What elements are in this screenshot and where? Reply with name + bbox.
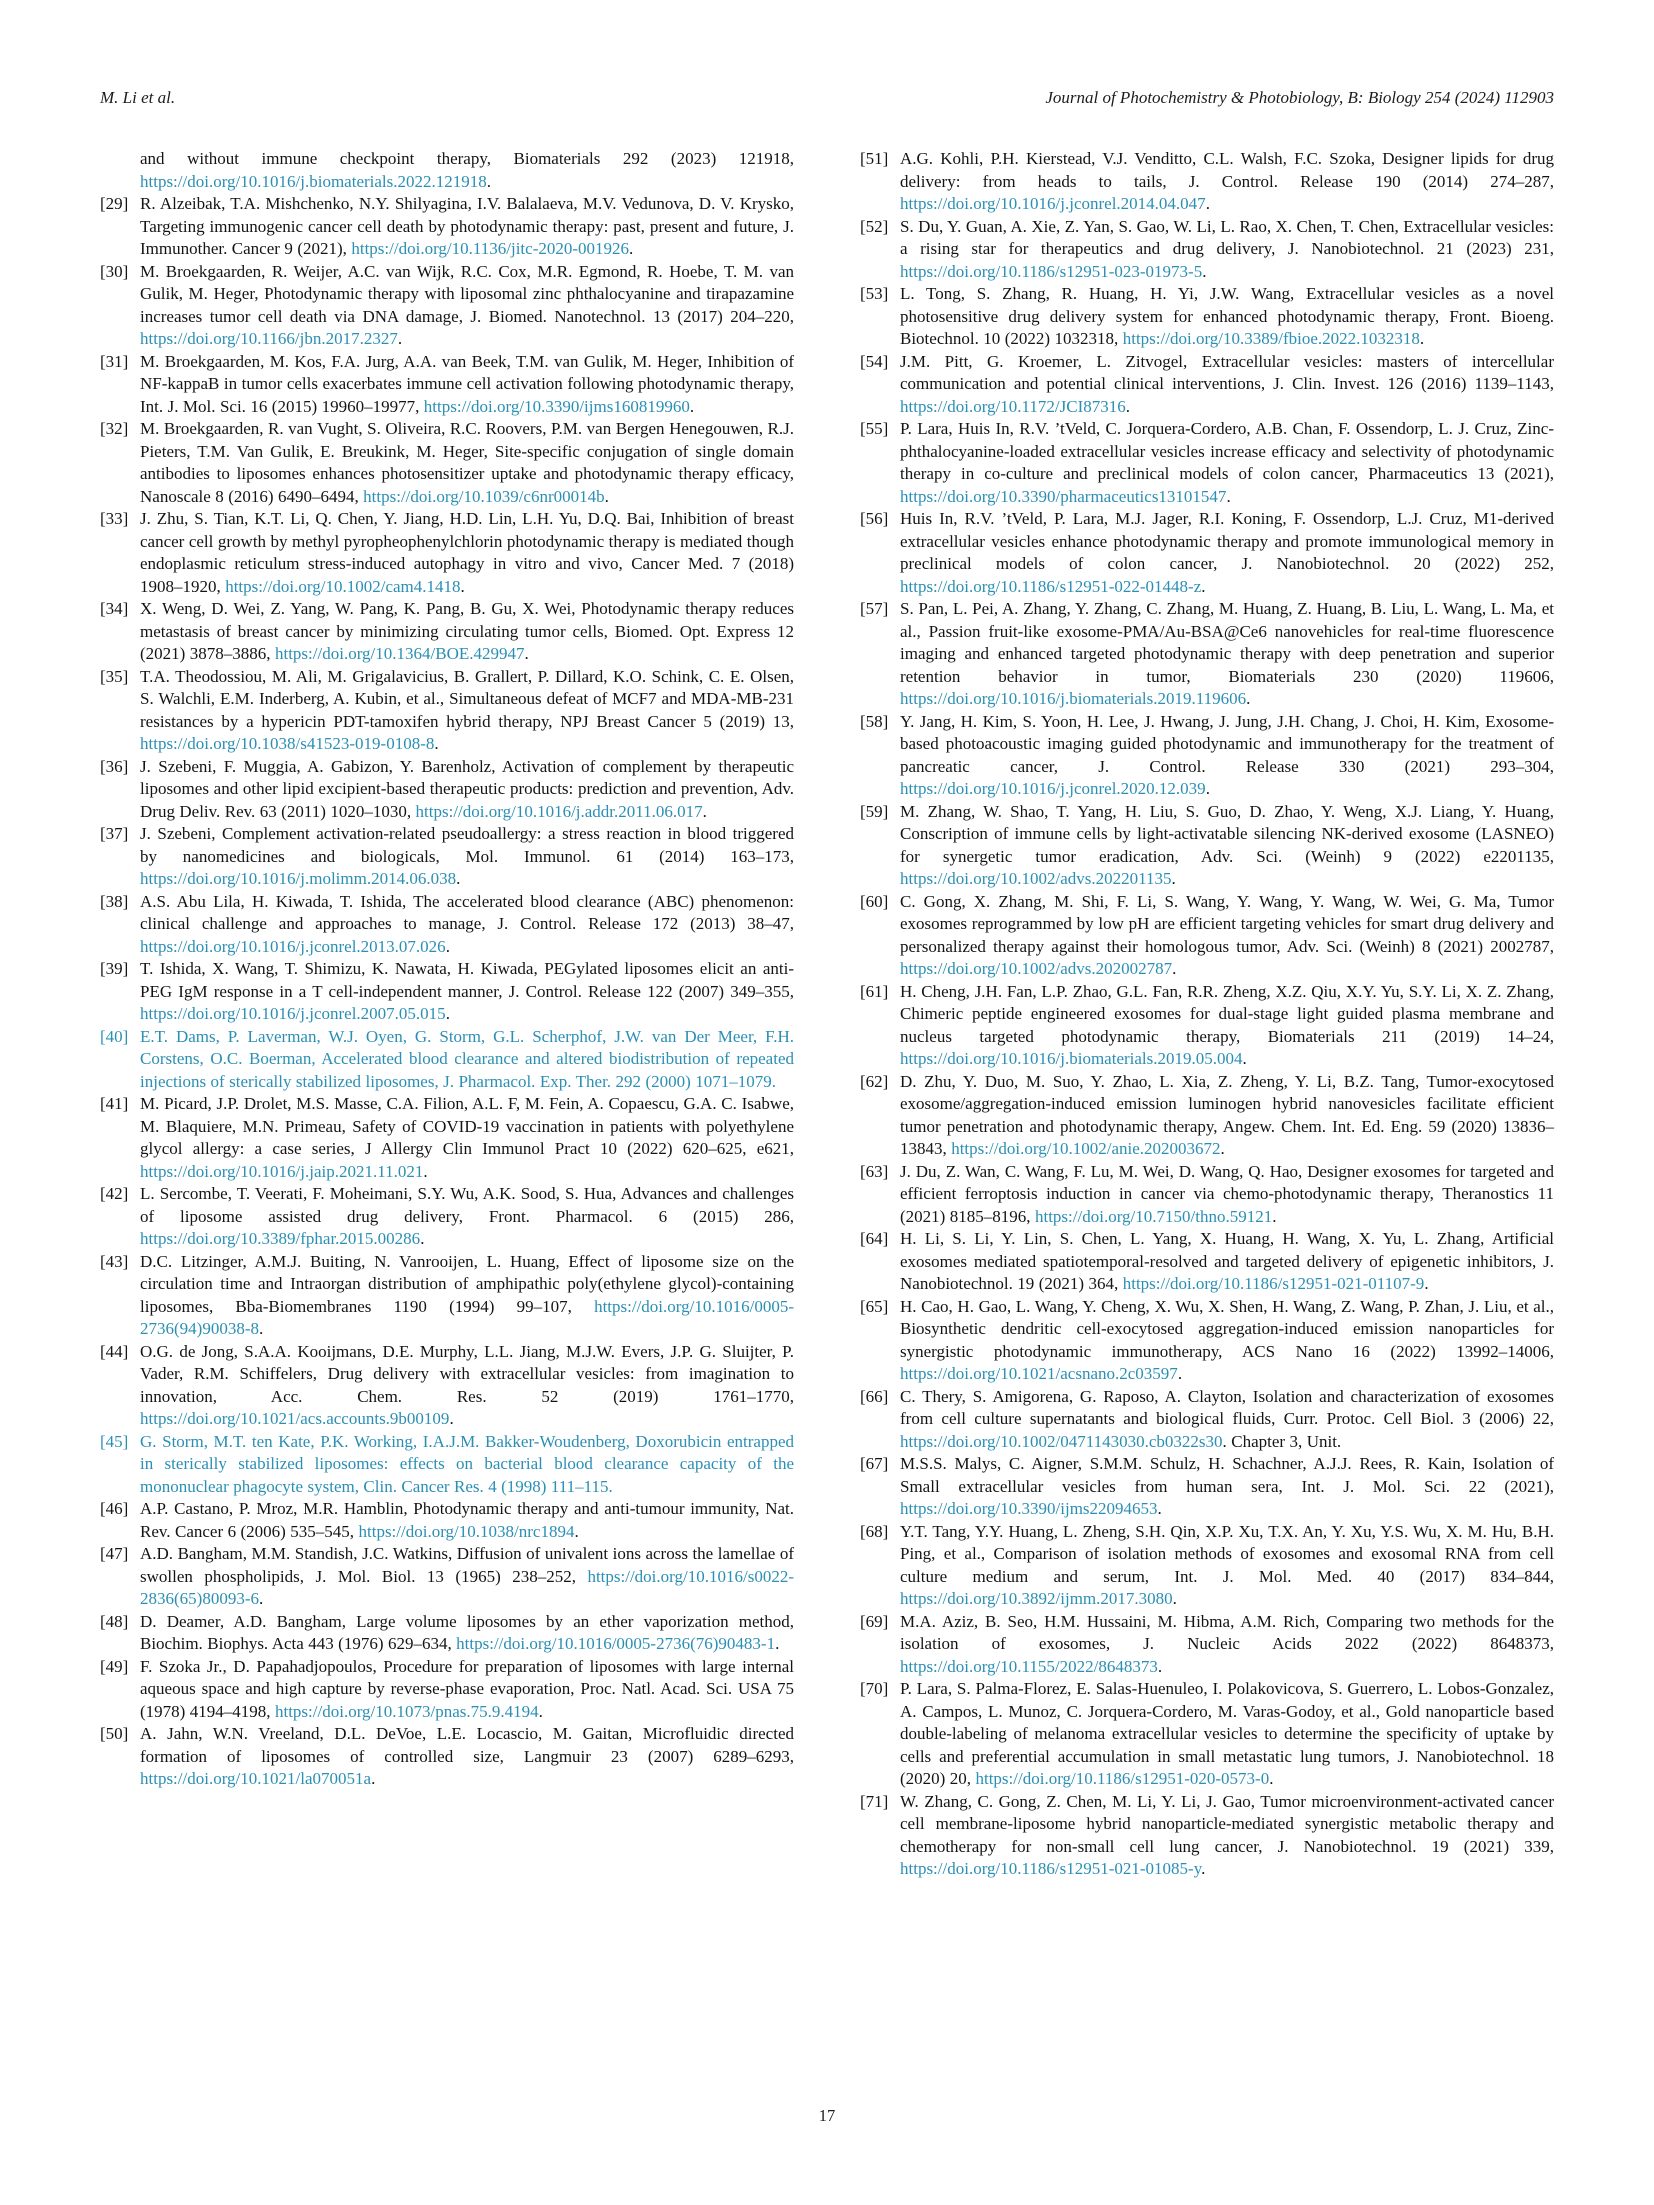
citation-text: H. Cao, H. Gao, L. Wang, Y. Cheng, X. Wu, X. Shen, H. Wang, Z. Wang, P. Zhan, J. Liu, et al., Biosynthetic dendritic cell-exocytosed aggregation-induced emission nanoparticles for synergistic photodynamic immunotherapy, ACS Nano 16 (2022) 13992–14006, (900, 1296, 1554, 1361)
reference-number: [69] (860, 1611, 889, 1631)
citation-text: H. Cheng, J.H. Fan, L.P. Zhao, G.L. Fan, R.R. Zheng, X.Z. Qiu, X.Y. Yu, S.Y. Li, X. Z. Zhang, Chimeric peptide engineered exosomes for dual-stage light guided plasma membrane and nucleus targeted photodynamic therapy, Biomaterials 211 (2019) 14–24, (900, 981, 1554, 1046)
reference-item (100, 598, 794, 666)
citation-text: J. Du, Z. Wan, C. Wang, F. Lu, M. Wei, D. Wang, Q. Hao, Designer exosomes for targeted and efficient ferroptosis induction in cancer via chemo-photodynamic therapy, Theranostics 11 (2021) 8185–8196, (900, 1161, 1554, 1226)
reference-text (140, 666, 794, 756)
reference-number: [35] (100, 666, 129, 686)
reference-item (860, 1386, 1554, 1454)
citation-text: E.T. Dams, P. Laverman, W.J. Oyen, G. Storm, G.L. Scherphof, J.W. van Der Meer, F.H. Corstens, O.C. Boerman, Accelerated blood clearance and altered biodistribution of repeated injections of sterically stabilized liposomes, J. Pharmacol. Exp. Ther. 292 (2000) 1071–1079. (140, 1026, 794, 1091)
reference-text (900, 891, 1554, 981)
reference-number: [59] (860, 801, 889, 821)
reference-text (900, 148, 1554, 216)
doi-link[interactable]: https://doi.org/10.3390/pharmaceutics13101547 (900, 486, 1227, 506)
reference-item (100, 193, 794, 261)
reference-text (900, 1453, 1554, 1521)
reference-text (140, 756, 794, 824)
citation-text: T. Ishida, X. Wang, T. Shimizu, K. Nawata, H. Kiwada, PEGylated liposomes elicit an anti-PEG IgM response in a T cell-independent manner, J. Control. Release 122 (2007) 349–355, (140, 959, 794, 1001)
citation-text: A.P. Castano, P. Mroz, M.R. Hamblin, Photodynamic therapy and anti-tumour immunity, Nat. Rev. Cancer 6 (2006) 535–545, (140, 1499, 794, 1541)
reference-text (900, 1296, 1554, 1386)
citation-text: . (1272, 1206, 1277, 1226)
citation-text: . (1171, 869, 1176, 888)
page-footer (0, 2106, 1654, 2126)
citation-text: . (1172, 1589, 1177, 1608)
citation-text: . Chapter 3, Unit. (1222, 1431, 1342, 1451)
citation-text: . (456, 869, 461, 888)
reference-item (860, 801, 1554, 891)
reference-text (140, 1341, 794, 1431)
reference-item (860, 598, 1554, 711)
reference-item (100, 756, 794, 824)
doi-link[interactable]: https://doi.org/10.1002/advs.202002787 (900, 959, 1173, 978)
reference-item (860, 1611, 1554, 1679)
reference-number: [68] (860, 1521, 889, 1541)
citation-text: . (1220, 1139, 1225, 1158)
reference-item (100, 1656, 794, 1724)
reference-text (900, 418, 1554, 508)
reference-number: [38] (100, 891, 129, 911)
citation-text: M. Broekgaarden, M. Kos, F.A. Jurg, A.A. van Beek, T.M. van Gulik, M. Heger, Inhibition of NF-kappaB in tumor cells exacerbates immune cell activation following photodynamic therapy, Int. J. Mol. Sci. 16 (2015) 19960–19977, (140, 351, 794, 416)
reference-text (900, 981, 1554, 1071)
reference-text (140, 193, 794, 261)
reference-number: [39] (100, 959, 129, 978)
doi-link[interactable]: https://doi.org/10.1172/JCI87316 (900, 396, 1126, 416)
citation-text: . (702, 801, 707, 821)
citation-text: J.M. Pitt, G. Kroemer, L. Zitvogel, Extracellular vesicles: masters of intercellular communication and potential clinical interventions, J. Clin. Invest. 126 (2016) 1139–1143, (900, 351, 1554, 393)
reference-item (100, 1723, 794, 1791)
citation-text: M. Broekgaarden, R. van Vught, S. Oliveira, R.C. Roovers, P.M. van Bergen Henegouwen, R.J. Pieters, T.M. Van Gulik, E. Breukink, M. Heger, Site-specific conjugation of single domain antibodies to liposomes enhances photosensitizer uptake and photodynamic therapy efficacy, Nanoscale 8 (2016) 6490–6494, (140, 419, 794, 506)
reference-item (100, 148, 794, 193)
reference-number: [71] (860, 1791, 889, 1811)
reference-text (900, 508, 1554, 598)
reference-number: [67] (860, 1454, 889, 1473)
citation-text: C. Gong, X. Zhang, M. Shi, F. Li, S. Wang, Y. Wang, Y. Wang, W. Wei, G. Ma, Tumor exosomes reprogrammed by low pH are efficient targeting vehicles for smart drug delivery and personalized therapy against their homologous tumor, Adv. Sci. (Weinh) 8 (2021) 2002787, (900, 891, 1554, 956)
citation-text: . (1201, 1859, 1206, 1878)
citation-text: J. Szebeni, F. Muggia, A. Gabizon, Y. Barenholz, Activation of complement by therapeutic liposomes and other lipid excipient-based therapeutic products: prediction and prevention, Adv. Drug Deliv. Rev. 63 (2011) 1020–1030, (140, 756, 794, 821)
reference-text (140, 1723, 794, 1791)
reference-item (100, 351, 794, 419)
reference-text (140, 1026, 794, 1094)
reference-number: [30] (100, 261, 129, 281)
citation-text: . (397, 329, 403, 348)
reference-text (900, 598, 1554, 711)
reference-item (860, 711, 1554, 801)
reference-number: [52] (860, 216, 889, 236)
reference-number: [41] (100, 1094, 129, 1113)
reference-item (100, 1611, 794, 1656)
reference-item (100, 1498, 794, 1543)
reference-item (100, 823, 794, 891)
citation-text: T.A. Theodossiou, M. Ali, M. Grigalavicius, B. Grallert, P. Dillard, K.O. Schink, C. E. Olsen, S. Walchli, E.M. Inderberg, A. Kubin, et al., Simultaneous defeat of MCF7 and MDA-MB-231 resistances by a hypericin PDT-tamoxifen hybrid therapy, NPJ Breast Cancer 5 (2019) 13, (140, 666, 794, 731)
reference-item (860, 1071, 1554, 1161)
doi-link[interactable]: https://doi.org/10.1002/cam4.1418 (225, 576, 461, 596)
citation-text: S. Du, Y. Guan, A. Xie, Z. Yan, S. Gao, W. Li, L. Rao, X. Chen, T. Chen, Extracellular vesicles: a rising star for therapeutics and drug delivery, J. Nanobiotechnol. 21 (2023) 231, (900, 216, 1554, 258)
doi-link[interactable]: https://doi.org/10.1016/j.biomaterials.2022.121918 (140, 171, 487, 191)
doi-link[interactable]: https://doi.org/10.1016/j.jconrel.2020.12.039 (900, 779, 1206, 798)
reference-text (140, 261, 794, 351)
reference-text (900, 283, 1554, 351)
reference-number (100, 148, 140, 193)
doi-link[interactable]: https://doi.org/10.1016/s0022-2836(65)80093-6 (140, 1566, 794, 1608)
reference-item (100, 508, 794, 598)
reference-number: [53] (860, 284, 889, 303)
doi-link[interactable]: https://doi.org/10.1364/BOE.429947 (274, 644, 525, 663)
doi-link[interactable]: https://doi.org/10.1021/la070051a (140, 1769, 372, 1788)
reference-text (140, 1251, 794, 1341)
reference-item (860, 1791, 1554, 1881)
citation-text: A.G. Kohli, P.H. Kierstead, V.J. Venditto, C.L. Walsh, F.C. Szoka, Designer lipids for drug delivery: from heads to tails, J. Control. Release 190 (2014) 274–287, (900, 149, 1554, 191)
reference-item (860, 1296, 1554, 1386)
reference-text (140, 508, 794, 598)
reference-item (100, 891, 794, 959)
reference-number: [62] (860, 1071, 889, 1091)
doi-link[interactable]: https://doi.org/10.1016/j.biomaterials.2019.119606 (900, 689, 1247, 708)
citation-text: G. Storm, M.T. ten Kate, P.K. Working, I.A.J.M. Bakker-Woudenberg, Doxorubicin entrapped in sterically stabilized liposomes: effects on bacterial blood clearance capacity of the mononuclear phagocyte system, Clin. Cancer Res. 4 (1998) 111–115. (140, 1431, 794, 1496)
citation-text: . (449, 1409, 454, 1428)
reference-number: [32] (100, 419, 129, 438)
citation-text: . (434, 734, 439, 753)
doi-link[interactable]: https://doi.org/10.1016/0005-2736(76)90483-1 (456, 1634, 776, 1653)
references-column-right (860, 148, 1554, 1881)
reference-number: [36] (100, 756, 129, 776)
reference-number: [40] (100, 1026, 129, 1046)
reference-item (100, 666, 794, 756)
citation-text: A. Jahn, W.N. Vreeland, D.L. DeVoe, L.E. Locascio, M. Gaitan, Microfluidic directed formation of liposomes of controlled size, Langmuir 23 (2007) 6289–6293, (140, 1724, 794, 1766)
reference-text (140, 148, 794, 193)
citation-text: D. Zhu, Y. Duo, M. Suo, Y. Zhao, L. Xia, Z. Zheng, Y. Li, B.Z. Tang, Tumor-exocytosed exosome/aggregation-induced emission luminogen hybrid nanovesicles facilitate efficient tumor penetration and photodynamic therapy, Angew. Chem. Int. Ed. Eng. 59 (2020) 13836–13843, (900, 1071, 1554, 1158)
reference-number: [48] (100, 1611, 129, 1631)
reference-number: [57] (860, 599, 889, 618)
reference-number: [56] (860, 509, 889, 528)
doi-link[interactable]: https://doi.org/10.1038/s41523-019-0108-8 (140, 734, 435, 753)
doi-link[interactable]: https://doi.org/10.1002/advs.202201135 (900, 869, 1172, 888)
reference-text (900, 1611, 1554, 1679)
doi-link[interactable]: https://doi.org/10.1136/jitc-2020-001926 (351, 239, 630, 258)
citation-text: . (486, 171, 492, 191)
citation-text: F. Szoka Jr., D. Papahadjopoulos, Procedure for preparation of liposomes with large internal aqueous space and high capture by reverse-phase evaporation, Proc. Natl. Acad. Sci. USA 75 (1978) 4194–4198, (140, 1656, 794, 1721)
citation-text: . (460, 576, 465, 596)
reference-item (100, 1431, 794, 1499)
doi-link[interactable]: https://doi.org/10.3892/ijmm.2017.3080 (900, 1589, 1173, 1608)
reference-item (100, 418, 794, 508)
citation-text: M. Zhang, W. Shao, T. Yang, H. Liu, S. Guo, D. Zhao, Y. Weng, X.J. Liang, Y. Huang, Conscription of immune cells by light-activatable silencing NK-derived exosome (LASNEO) for synergetic tumor eradication, Adv. Sci. (Weinh) 9 (2022) e2201135, (900, 801, 1554, 866)
reference-item (860, 1678, 1554, 1791)
citation-text: M. Picard, J.P. Drolet, M.S. Masse, C.A. Filion, A.L. F, M. Fein, A. Copaescu, G.A. C. Isabwe, M. Blaquiere, M.N. Primeau, Safety of COVID-19 vaccination in patients with polyethylene glycol allergy: a case series, J Allergy Clin Immunol Pract 10 (2022) 620–625, e621, (140, 1094, 794, 1158)
reference-number: [50] (100, 1724, 129, 1743)
citation-text: . (604, 486, 609, 506)
citation-text: . (538, 1701, 543, 1721)
citation-text: X. Weng, D. Wei, Z. Yang, W. Pang, K. Pang, B. Gu, X. Wei, Photodynamic therapy reduces metastasis of breast cancer by minimizing circulating tumor cells, Biomed. Opt. Express 12 (2021) 3878–3886, (140, 599, 794, 663)
reference-item (100, 1093, 794, 1183)
citation-text: R. Alzeibak, T.A. Mishchenko, N.Y. Shilyagina, I.V. Balalaeva, M.V. Vedunova, D. V. Krysko, Targeting immunogenic cancer cell death by photodynamic therapy: past, present and future, J. Immunother. Cancer 9 (2021), (140, 194, 794, 258)
reference-number: [51] (860, 149, 889, 168)
reference-number: [43] (100, 1251, 129, 1271)
reference-text (900, 1228, 1554, 1296)
doi-link[interactable]: https://doi.org/10.1186/s12951-023-01973-5 (900, 261, 1203, 281)
citation-text: . (1201, 576, 1206, 596)
reference-number: [42] (100, 1184, 129, 1203)
doi-link[interactable]: https://doi.org/10.1016/j.molimm.2014.06.038 (140, 869, 457, 888)
citation-text: L. Sercombe, T. Veerati, F. Moheimani, S.Y. Wu, A.K. Sood, S. Hua, Advances and challenges of liposome assisted drug delivery, Front. Pharmacol. 6 (2015) 286, (140, 1184, 794, 1226)
reference-text (140, 351, 794, 419)
citation-text: W. Zhang, C. Gong, Z. Chen, M. Li, Y. Li, J. Gao, Tumor microenvironment-activated cancer cell membrane-liposome hybrid nanoparticle-mediated synergistic metabolic therapy and chemotherapy for non-small cell lung cancer, J. Nanobiotechnol. 19 (2021) 339, (900, 1791, 1554, 1856)
doi-link[interactable]: https://doi.org/10.1002/0471143030.cb0322s30 (900, 1431, 1223, 1451)
reference-number: [63] (860, 1161, 889, 1181)
reference-item (860, 283, 1554, 351)
doi-link[interactable]: https://doi.org/10.3390/ijms22094653 (900, 1499, 1158, 1518)
reference-item (860, 1453, 1554, 1521)
page-number: 17 (818, 2106, 836, 2125)
citation-text: . (1172, 959, 1177, 978)
citation-text: J. Zhu, S. Tian, K.T. Li, Q. Chen, Y. Jiang, H.D. Lin, L.H. Yu, D.Q. Bai, Inhibition of breast cancer cell growth by methyl pyropheophenylchlorin photodynamic therapy is mediated though endoplasmic reticulum stress-induced autophagy in vitro and vivo, Cancer Med. 7 (2018) 1908–1920, (140, 509, 794, 596)
doi-link[interactable]: https://doi.org/10.3390/ijms160819960 (423, 396, 690, 416)
doi-link[interactable]: https://doi.org/10.1016/j.jconrel.2007.05.015 (140, 1004, 446, 1023)
doi-link[interactable]: https://doi.org/10.1038/nrc1894 (358, 1521, 575, 1541)
doi-link[interactable]: https://doi.org/10.1016/0005-2736(94)90038-8 (140, 1296, 794, 1338)
reference-number: [55] (860, 419, 889, 438)
reference-number: [31] (100, 351, 129, 371)
doi-link[interactable]: https://doi.org/10.1039/c6nr00014b (363, 486, 605, 506)
citation-text: Y.T. Tang, Y.Y. Huang, L. Zheng, S.H. Qin, X.P. Xu, T.X. An, Y. Xu, Y.S. Wu, X. M. Hu, B.H. Ping, et al., Comparison of isolation methods of exosomes and exosomal RNA from cell culture medium and serum, Int. J. Mol. Med. 40 (2017) 834–844, (900, 1521, 1554, 1586)
citation-text: H. Li, S. Li, Y. Lin, S. Chen, L. Yang, X. Huang, H. Wang, X. Yu, L. Zhang, Artificial exosomes mediated spatiotemporal-resolved and targeted delivery of epigenetic inhibitors, J. Nanobiotechnol. 19 (2021) 364, (900, 1229, 1554, 1293)
reference-item (100, 1026, 794, 1094)
citation-text: L. Tong, S. Zhang, R. Huang, H. Yi, J.W. Wang, Extracellular vesicles as a novel photosensitive drug delivery system for enhanced photodynamic therapy, Front. Bioeng. Biotechnol. 10 (2022) 1032318, (900, 284, 1554, 348)
reference-number: [58] (860, 711, 889, 731)
reference-text (140, 1498, 794, 1543)
reference-item (860, 1161, 1554, 1229)
doi-link[interactable]: https://doi.org/10.3389/fphar.2015.00286 (140, 1229, 421, 1248)
reference-item (860, 891, 1554, 981)
reference-item (860, 981, 1554, 1071)
citation-text: . (1246, 689, 1251, 708)
reference-item (860, 148, 1554, 216)
citation-text: A.D. Bangham, M.M. Standish, J.C. Watkins, Diffusion of univalent ions across the lamellae of swollen phospholipids, J. Mol. Biol. 13 (1965) 238–252, (140, 1544, 794, 1586)
doi-link[interactable]: https://doi.org/10.1016/j.addr.2011.06.017 (415, 801, 703, 821)
reference-number: [29] (100, 194, 129, 213)
reference-text (140, 418, 794, 508)
doi-link[interactable]: https://doi.org/10.1016/j.jaip.2021.11.021 (140, 1161, 424, 1181)
doi-link[interactable]: https://doi.org/10.1186/s12951-022-01448-z (900, 576, 1202, 596)
citation-text: . (423, 1161, 428, 1181)
reference-text (140, 1543, 794, 1611)
page-header (100, 88, 1554, 108)
reference-item (860, 1521, 1554, 1611)
reference-text (900, 1791, 1554, 1881)
reference-number: [54] (860, 351, 889, 371)
reference-text (140, 958, 794, 1026)
reference-text (140, 1611, 794, 1656)
running-head-journal: Journal of Photochemistry & Photobiology, B: Biology 254 (2024) 112903 (1045, 88, 1554, 107)
reference-item (860, 351, 1554, 419)
citation-text: . (689, 396, 695, 416)
reference-number: [61] (860, 981, 889, 1001)
reference-text (140, 598, 794, 666)
reference-item (100, 1251, 794, 1341)
reference-number: [33] (100, 509, 129, 528)
reference-number: [34] (100, 599, 129, 618)
reference-text (140, 823, 794, 891)
citation-text: . (1424, 1274, 1429, 1293)
doi-link[interactable]: https://doi.org/10.1016/j.jconrel.2013.07.026 (140, 936, 446, 956)
reference-text (140, 1183, 794, 1251)
citation-text: D. Deamer, A.D. Bangham, Large volume liposomes by an ether vaporization method, Biochim. Biophys. Acta 443 (1976) 629–634, (140, 1611, 794, 1653)
citation-text: M.S.S. Malys, C. Aigner, S.M.M. Schulz, H. Schachner, A.J.J. Rees, R. Kain, Isolation of Small extracellular vesicles from human sera, Int. J. Mol. Sci. 22 (2021), (900, 1454, 1554, 1496)
reference-number: [65] (860, 1296, 889, 1316)
citation-text: . (574, 1521, 579, 1541)
reference-number: [70] (860, 1679, 889, 1698)
reference-text (900, 216, 1554, 284)
citation-text: J. Szebeni, Complement activation-related pseudoallergy: a stress reaction in blood triggered by nanomedicines and biologicals, Mol. Immunol. 61 (2014) 163–173, (140, 824, 794, 866)
citation-text: S. Pan, L. Pei, A. Zhang, Y. Zhang, C. Zhang, M. Huang, Z. Huang, B. Liu, L. Wang, L. Ma, et al., Passion fruit-like exosome-PMA/Au-BSA@Ce6 nanovehicles for real-time fluorescence imaging and enhanced targeted photodynamic therapy with deep penetration and superior retention behavior in tumor, Biomaterials 230 (2020) 119606, (900, 599, 1554, 686)
citation-text: . (524, 644, 529, 663)
citation-text: P. Lara, S. Palma-Florez, E. Salas-Huenuleo, I. Polakovicova, S. Guerrero, L. Lobos-Gonzalez, A. Campos, L. Munoz, C. Jorquera-Cordero, M. Varas-Godoy, et al., Gold nanoparticle based double-labeling of melanoma extracellular vesicles to determine the specificity of uptake by cells and preferential accumulation in small metastatic lung tumors, J. Nanobiotechnol. 18 (2020) 20, (900, 1679, 1554, 1788)
citation-text: . (1419, 329, 1425, 348)
citation-text: . (1226, 486, 1231, 506)
reference-number: [46] (100, 1499, 129, 1518)
citation-text: . (1157, 1656, 1163, 1676)
reference-text (900, 1071, 1554, 1161)
reference-text (140, 1093, 794, 1183)
doi-link[interactable]: https://doi.org/10.1186/s12951-020-0573-0 (975, 1769, 1270, 1788)
doi-link[interactable]: https://doi.org/10.1155/2022/8648373 (900, 1656, 1158, 1676)
doi-link[interactable]: https://doi.org/10.1021/acs.accounts.9b00109 (140, 1409, 450, 1428)
reference-columns (100, 148, 1554, 1881)
reference-number: [49] (100, 1656, 129, 1676)
citation-text: P. Lara, Huis In, R.V. ’tVeld, C. Jorquera-Cordero, A.B. Chan, F. Ossendorp, L. J. Cruz, Zinc-phthalocyanine-loaded extracellular vesicles increase efficacy and selectivity of photodynamic therapy in co-culture and preclinical models of colon cancer, Pharmaceutics 13 (2021), (900, 419, 1554, 483)
reference-text (140, 1656, 794, 1724)
reference-text (140, 891, 794, 959)
citation-text: A.S. Abu Lila, H. Kiwada, T. Ishida, The accelerated blood clearance (ABC) phenomenon: clinical challenge and approaches to manage, J. Control. Release 172 (2013) 38–47, (140, 891, 794, 933)
doi-link[interactable]: https://doi.org/10.1166/jbn.2017.2327 (140, 329, 398, 348)
reference-item (100, 1183, 794, 1251)
reference-text (140, 1431, 794, 1499)
citation-text: . (258, 1589, 264, 1608)
citation-text: . (445, 936, 450, 956)
running-head-authors: M. Li et al. (100, 88, 176, 107)
citation-text: . (1177, 1364, 1183, 1383)
reference-text (900, 351, 1554, 419)
doi-link[interactable]: https://doi.org/10.1073/pnas.75.9.4194 (274, 1701, 539, 1721)
doi-link[interactable]: https://doi.org/10.1186/s12951-021-01107-9 (1122, 1274, 1425, 1293)
references-column-left (100, 148, 794, 1881)
citation-text: Huis In, R.V. ’tVeld, P. Lara, M.J. Jager, R.I. Koning, F. Ossendorp, L.J. Cruz, M1-derived extracellular vesicles enhance photodynamic therapy and promote immunological memory in preclinical models of colon cancer, J. Nanobiotechnol. 20 (2022) 252, (900, 509, 1554, 573)
doi-link[interactable]: https://doi.org/10.1002/anie.202003672 (951, 1139, 1221, 1158)
reference-number: [44] (100, 1341, 129, 1361)
citation-text: and without immune checkpoint therapy, Biomaterials 292 (2023) 121918, (140, 149, 794, 168)
reference-item (860, 418, 1554, 508)
doi-link[interactable]: https://doi.org/10.1021/acsnano.2c03597 (900, 1364, 1178, 1383)
reference-item (860, 508, 1554, 598)
citation-text: Y. Jang, H. Kim, S. Yoon, H. Lee, J. Hwang, J. Jung, J.H. Chang, J. Choi, H. Kim, Exosome-based photoacoustic imaging guided photodynamic and immunotherapy for the treatment of pancreatic cancer, J. Control. Release 330 (2021) 293–304, (900, 711, 1554, 776)
citation-text: C. Thery, S. Amigorena, G. Raposo, A. Clayton, Isolation and characterization of exosomes from cell culture supernatants and biological fluids, Curr. Protoc. Cell Biol. 3 (2006) 22, (900, 1386, 1554, 1428)
citation-text: . (629, 239, 634, 258)
reference-number: [37] (100, 824, 129, 843)
doi-link[interactable]: https://doi.org/10.1016/j.jconrel.2014.04.047 (900, 194, 1206, 213)
citation-text: . (1125, 396, 1130, 416)
reference-text (900, 711, 1554, 801)
citation-text: D.C. Litzinger, A.M.J. Buiting, N. Vanrooijen, L. Huang, Effect of liposome size on the circulation time and Intraorgan distribution of amphipathic poly(ethylene glycol)-containing liposomes, Bba-Biomembranes 1190 (1994) 99–107, (140, 1251, 794, 1316)
citation-text: M. Broekgaarden, R. Weijer, A.C. van Wijk, R.C. Cox, M.R. Egmond, R. Hoebe, T. M. van Gulik, M. Heger, Photodynamic therapy with liposomal zinc phthalocyanine and tirapazamine increases tumor cell death via DNA damage, J. Biomed. Nanotechnol. 13 (2017) 204–220, (140, 261, 794, 326)
reference-text (900, 801, 1554, 891)
reference-text (900, 1678, 1554, 1791)
citation-text: . (1157, 1499, 1162, 1518)
citation-text: . (371, 1769, 376, 1788)
reference-item (860, 216, 1554, 284)
reference-item (100, 261, 794, 351)
citation-text: . (1205, 194, 1210, 213)
citation-text: . (775, 1634, 780, 1653)
reference-number: [64] (860, 1229, 889, 1248)
reference-text (900, 1521, 1554, 1611)
reference-item (100, 958, 794, 1026)
citation-text: . (1202, 261, 1207, 281)
doi-link[interactable]: https://doi.org/10.7150/thno.59121 (1034, 1206, 1273, 1226)
citation-text: . (1269, 1769, 1274, 1788)
reference-item (860, 1228, 1554, 1296)
citation-text: M.A. Aziz, B. Seo, H.M. Hussaini, M. Hibma, A.M. Rich, Comparing two methods for the isolation of exosomes, J. Nucleic Acids 2022 (2022) 8648373, (900, 1611, 1554, 1653)
doi-link[interactable]: https://doi.org/10.3389/fbioe.2022.1032318 (1122, 329, 1420, 348)
citation-text: . (258, 1319, 264, 1338)
reference-number: [60] (860, 891, 889, 911)
citation-text: . (1205, 779, 1210, 798)
reference-number: [47] (100, 1544, 129, 1563)
reference-item (100, 1341, 794, 1431)
reference-text (900, 1161, 1554, 1229)
reference-number: [66] (860, 1386, 889, 1406)
citation-text: . (1242, 1049, 1247, 1068)
reference-text (900, 1386, 1554, 1454)
reference-number: [45] (100, 1431, 129, 1451)
citation-text: . (445, 1004, 450, 1023)
doi-link[interactable]: https://doi.org/10.1016/j.biomaterials.2019.05.004 (900, 1049, 1243, 1068)
reference-item (100, 1543, 794, 1611)
citation-text: O.G. de Jong, S.A.A. Kooijmans, D.E. Murphy, L.L. Jiang, M.J.W. Evers, J.P. G. Sluijter, P. Vader, R.M. Schiffelers, Drug delivery with extracellular vesicles: from imagination to innovation, Acc. Chem. Res. 52 (2019) 1761–1770, (140, 1341, 794, 1406)
doi-link[interactable]: https://doi.org/10.1186/s12951-021-01085-y (900, 1859, 1202, 1878)
citation-text: . (420, 1229, 425, 1248)
